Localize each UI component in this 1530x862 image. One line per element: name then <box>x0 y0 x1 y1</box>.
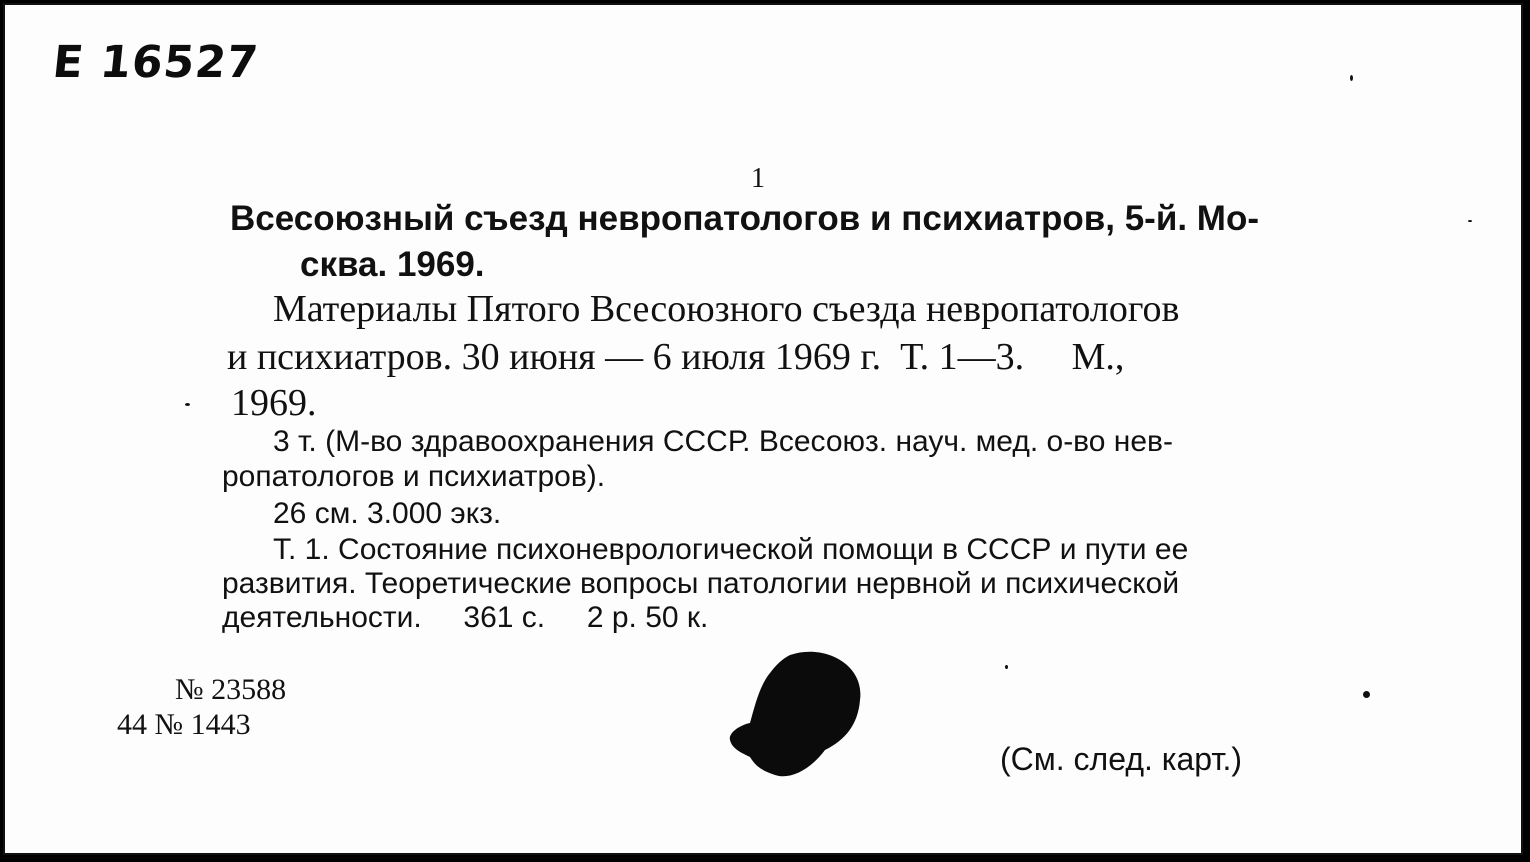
speck-mark <box>1468 220 1472 222</box>
volume-line-1: Т. 1. Состояние психоневрологической помощи в СССР и пути ее <box>273 533 1189 566</box>
card-index: 1 <box>751 163 765 194</box>
registry-number-2: 44 № 1443 <box>117 708 251 741</box>
title-line-2: и психиатров. 30 июня — 6 июля 1969 г. Т. 1—3. М., <box>227 336 1125 378</box>
volume-line-2: развития. Теоретические вопросы патологии нервной и психической <box>222 567 1180 600</box>
speck-mark <box>1350 75 1353 81</box>
speck-mark <box>185 403 190 406</box>
volume-line-3: деятельности. 361 с. 2 р. 50 к. <box>222 601 709 634</box>
catalog-card <box>3 3 1523 855</box>
note-line-2: ропатологов и психиатров). <box>222 460 606 493</box>
heading-line-2: сква. 1969. <box>300 245 485 284</box>
heading-line-1: Всесоюзный съезд невропатологов и психиатров, 5-й. Мо- <box>230 199 1259 238</box>
title-line-3: 1969. <box>231 382 317 424</box>
speck-mark <box>1363 691 1370 698</box>
speck-mark <box>1005 665 1008 669</box>
registry-number: № 23588 <box>175 673 287 706</box>
note-line-1: 3 т. (М-во здравоохранения СССР. Всесоюз. науч. мед. о-во нев- <box>273 425 1173 458</box>
continued-note: (См. след. карт.) <box>1000 741 1243 777</box>
punch-hole-blot <box>720 645 870 785</box>
size-line: 26 см. 3.000 экз. <box>273 497 502 530</box>
call-number: Е 16527 <box>50 37 262 88</box>
title-line-1: Материалы Пятого Всесоюзного съезда невропатологов <box>273 288 1180 330</box>
